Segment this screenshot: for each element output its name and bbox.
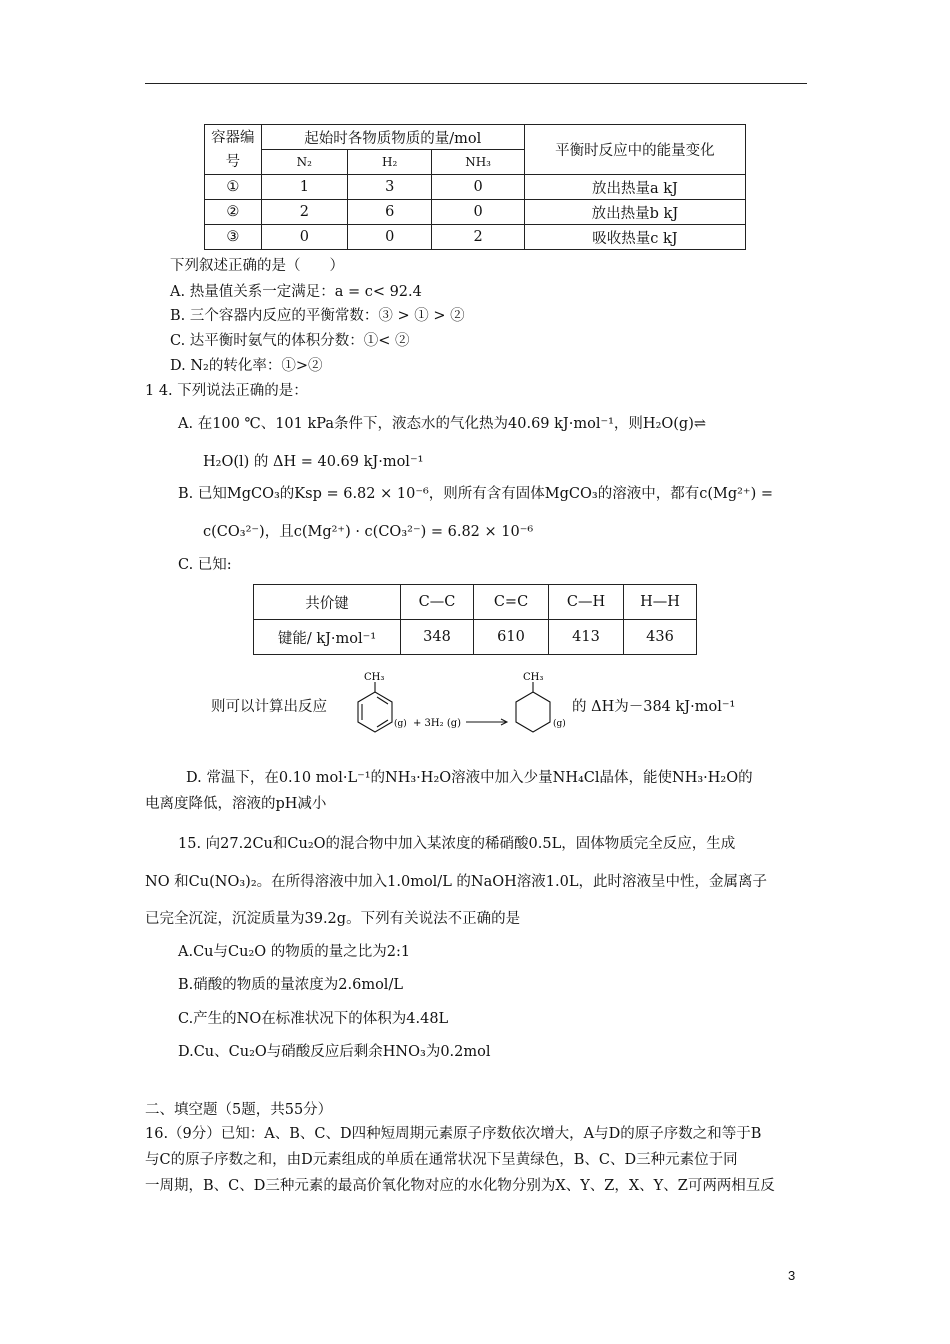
header-rule (145, 83, 807, 84)
q16-line3: 一周期，B、C、D三种元素的最高价氧化物对应的水化物分别为X、Y、Z，X、Y、Z可两两相互反 (145, 1178, 775, 1194)
q14-option-a-line1: A. 在100 ℃、101 kPa条件下，液态水的气化热为40.69 kJ·mol⁻¹，则H₂O(g)⇌ (178, 416, 707, 432)
cell: ② (205, 200, 262, 225)
cell: 1 (261, 175, 347, 200)
q13-prompt: 下列叙述正确的是（ ） (170, 258, 344, 274)
q14-option-c-label: C. 已知: (178, 557, 232, 573)
bond-header: 共价键 (254, 585, 401, 620)
col-nh3: NH₃ (432, 150, 524, 175)
toluene-to-methylcyclohexane-diagram (340, 668, 580, 748)
q14-option-d-line2: 电离度降低，溶液的pH减小 (145, 796, 327, 812)
bond-energy-table (253, 584, 697, 655)
q14-option-b-line1: B. 已知MgCO₃的Ksp = 6.82 × 10⁻⁶，则所有含有固体MgCO₃的溶液中，都有c(Mg²⁺) = (178, 486, 774, 502)
bond-name: C—C (401, 585, 474, 620)
cell: 3 (348, 175, 432, 200)
bond-energy-value: 348 (401, 620, 474, 655)
methylcyclohexane-phase-label: (g) (553, 719, 566, 729)
toluene-phase-label: (g) (394, 719, 407, 729)
col-n2: N₂ (261, 150, 347, 175)
bond-energy-value: 436 (624, 620, 697, 655)
q14-option-a-line2: H₂O(l) 的 ΔH = 40.69 kJ·mol⁻¹ (203, 454, 424, 470)
table-row (205, 175, 746, 200)
bond-energy-value: 610 (474, 620, 549, 655)
cell: 0 (261, 225, 347, 250)
reaction-arrow (466, 719, 507, 725)
q14-option-d-line1: D. 常温下，在0.10 mol·L⁻¹的NH₃·H₂O溶液中加入少量NH₄Cl晶体，能使NH₃·H₂O的 (186, 770, 753, 786)
cell: 0 (348, 225, 432, 250)
q15-line1: 15. 向27.2Cu和Cu₂O的混合物中加入某浓度的稀硝酸0.5L，固体物质完全反应，生成 (178, 836, 736, 852)
bond-energy-value: 413 (549, 620, 624, 655)
col-h2: H₂ (348, 150, 432, 175)
page-number: 3 (788, 1268, 796, 1283)
methylcyclohexane-structure (516, 682, 550, 732)
cell: 放出热量a kJ (524, 175, 745, 200)
table-row (205, 225, 746, 250)
section2-title: 二、填空题（5题，共55分） (145, 1102, 333, 1118)
cell: ① (205, 175, 262, 200)
cell: 2 (261, 200, 347, 225)
methylcyclohexane-ch3-label: CH₃ (523, 672, 544, 683)
q15-line2: NO 和Cu(NO₃)₂。在所得溶液中加入1.0mol/L 的NaOH溶液1.0L，此时溶液呈中性，金属离子 (145, 874, 767, 890)
q13-option-d: D. N₂的转化率：①>② (170, 358, 323, 374)
toluene-ch3-label: CH₃ (364, 672, 385, 683)
cell: 6 (348, 200, 432, 225)
q13-option-b: B. 三个容器内反应的平衡常数：③ > ① > ② (170, 308, 465, 324)
bond-name: H—H (624, 585, 697, 620)
q13-option-c: C. 达平衡时氨气的体积分数：①< ② (170, 333, 410, 349)
hydrogen-term: + 3H₂ (g) (413, 718, 462, 729)
initial-amounts-table (204, 124, 746, 250)
reaction-prefix: 则可以计算出反应 (211, 699, 327, 715)
cell: 放出热量b kJ (524, 200, 745, 225)
cell: 吸收热量c kJ (524, 225, 745, 250)
header-container-no: 容器编号 (205, 125, 262, 175)
header-initial-amounts: 起始时各物质物质的量/mol (261, 125, 524, 150)
cell: ③ (205, 225, 262, 250)
q14-stem: 1 4. 下列说法正确的是： (145, 383, 308, 399)
q14-option-b-line2: c(CO₃²⁻)，且c(Mg²⁺) · c(CO₃²⁻) = 6.82 × 10⁻⁶ (203, 524, 534, 540)
q16-line1: 16.（9分）已知：A、B、C、D四种短周期元素原子序数依次增大，A与D的原子序数之和等于B (145, 1126, 762, 1142)
reaction-suffix: 的 ΔH为－384 kJ·mol⁻¹ (572, 699, 736, 715)
bond-name: C=C (474, 585, 549, 620)
q16-line2: 与C的原子序数之和，由D元素组成的单质在通常状况下呈黄绿色，B、C、D三种元素位于同 (145, 1152, 738, 1168)
q13-option-a: A. 热量值关系一定满足：a = c< 92.4 (170, 284, 422, 300)
table-row (205, 200, 746, 225)
header-energy-change: 平衡时反应中的能量变化 (524, 125, 745, 175)
q15-line3: 已完全沉淀，沉淀质量为39.2g。下列有关说法不正确的是 (145, 911, 521, 927)
q15-option-c: C.产生的NO在标准状况下的体积为4.48L (178, 1011, 449, 1027)
bond-energy-label: 键能/ kJ·mol⁻¹ (254, 620, 401, 655)
q15-option-d: D.Cu、Cu₂O与硝酸反应后剩余HNO₃为0.2mol (178, 1044, 491, 1060)
cell: 0 (432, 200, 524, 225)
q15-option-a: A.Cu与Cu₂O 的物质的量之比为2:1 (178, 944, 411, 960)
toluene-structure (358, 682, 392, 732)
cell: 0 (432, 175, 524, 200)
q15-option-b: B.硝酸的物质的量浓度为2.6mol/L (178, 977, 403, 993)
cell: 2 (432, 225, 524, 250)
bond-name: C—H (549, 585, 624, 620)
